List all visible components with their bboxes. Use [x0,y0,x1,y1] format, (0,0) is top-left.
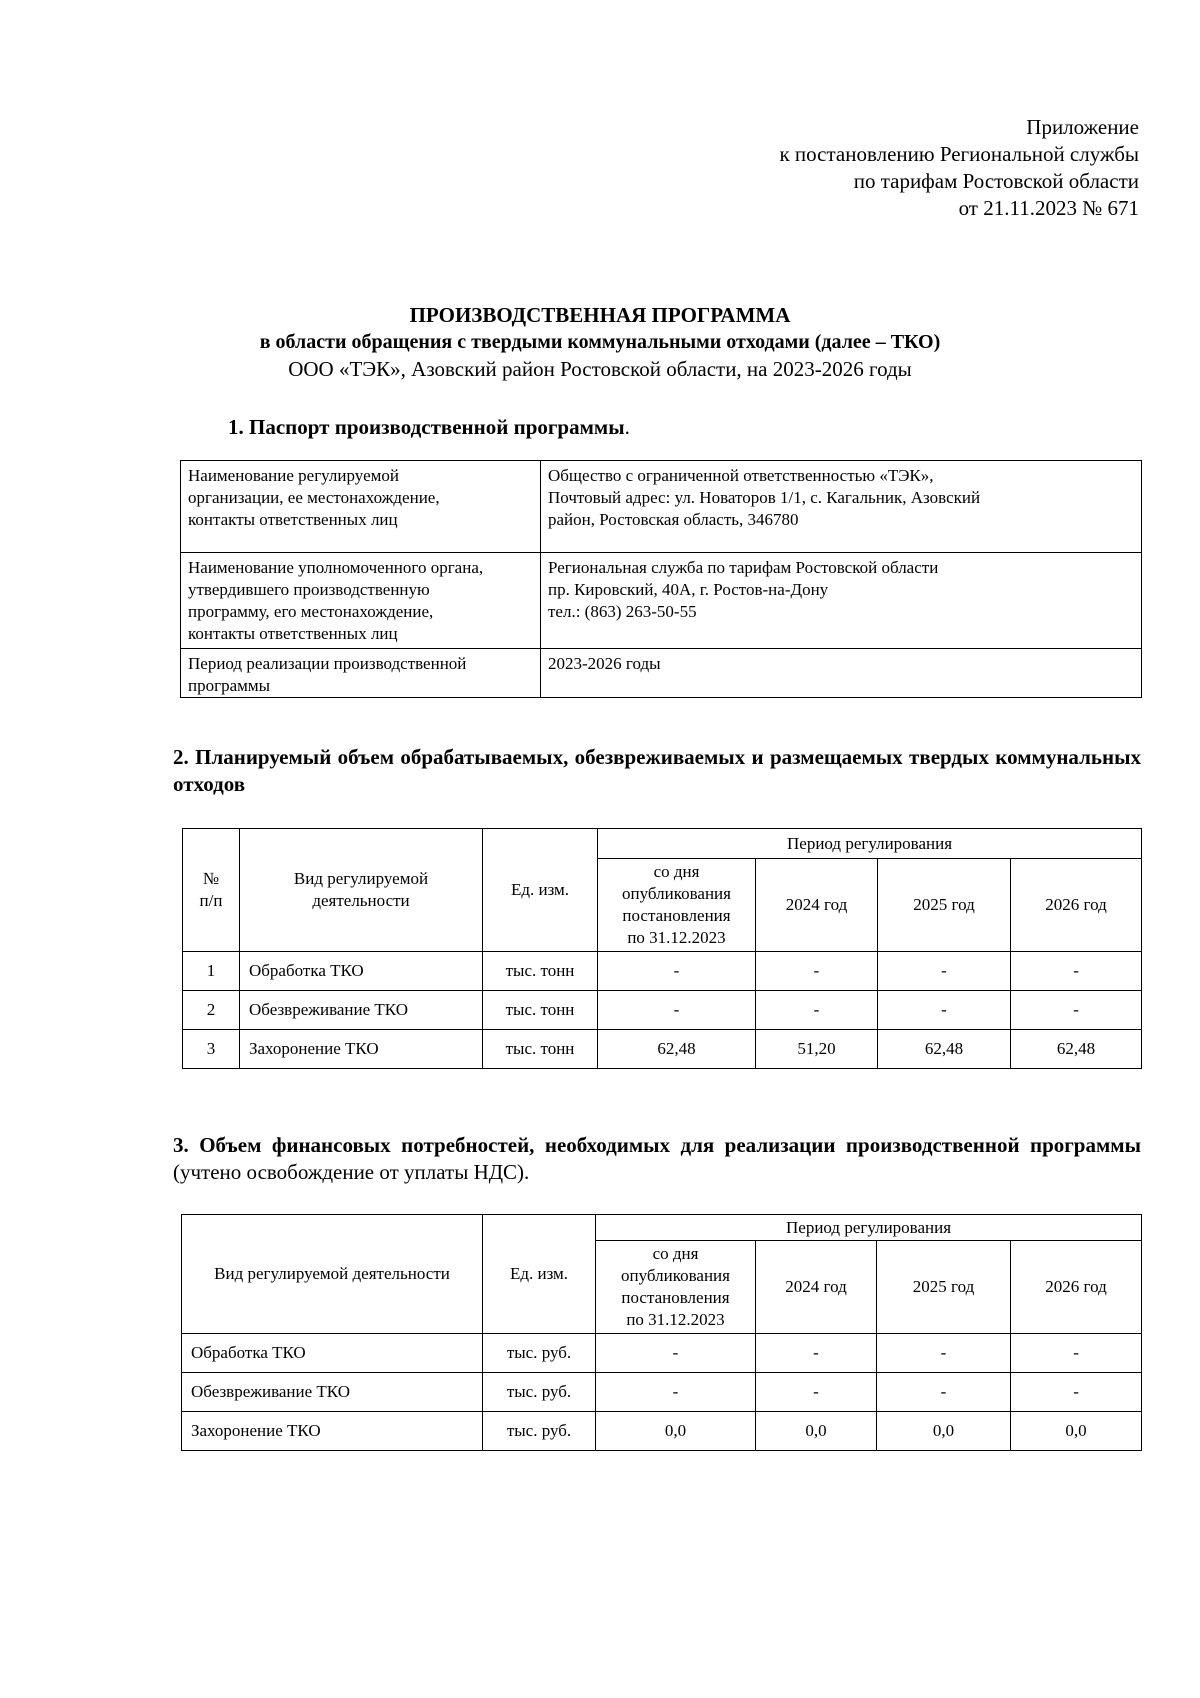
passport-value [541,649,1142,698]
table-row [183,1030,1142,1069]
finance-table [181,1214,1142,1451]
passport-value [541,553,1142,649]
cell-line: Период реализации производственной [188,654,467,673]
passport-label [181,649,541,698]
cell-line: деятельности [312,891,410,910]
cell-activity: Обезвреживание ТКО [240,991,483,1030]
table-row [181,553,1142,649]
table-row [181,649,1142,698]
cell-value: - [756,1334,877,1373]
cell-line: № [202,869,220,888]
header-activity: Вид регулируемой деятельности [182,1215,483,1334]
cell-line: Общество с ограниченной ответственностью «ТЭК», [548,466,934,485]
cell-line: по 31.12.2023 [626,1310,725,1329]
cell-value: 0,0 [596,1412,756,1451]
cell-value: 62,48 [878,1030,1011,1069]
cell-line: тел.: (863) 263-50-55 [548,602,697,621]
cell-activity: Захоронение ТКО [240,1030,483,1069]
section1-heading [228,414,630,441]
cell-line: по 31.12.2023 [627,928,726,947]
cell-value: 62,48 [1011,1030,1142,1069]
cell-unit: тыс. руб. [483,1373,596,1412]
volume-table [182,828,1142,1069]
cell-line: Почтовый адрес: ул. Новаторов 1/1, с. Кагальник, Азовский [548,488,981,507]
cell-value: - [756,1373,877,1412]
cell-line: организации, ее местонахождение, [188,488,440,507]
cell-line: пр. Кировский, 40А, г. Ростов-на-Дону [548,580,829,599]
cell-unit: тыс. тонн [483,991,598,1030]
appendix-line: от 21.11.2023 № 671 [958,196,1139,220]
header-unit: Ед. изм. [483,1215,596,1334]
header-period: Период регулирования [598,829,1142,859]
table-row [181,461,1142,553]
cell-line: район, Ростовская область, 346780 [548,510,799,529]
cell-value: - [598,952,756,991]
cell-line: Наименование уполномоченного органа, [188,558,484,577]
cell-line: Вид регулируемой [293,869,429,888]
cell-value: - [1011,1373,1142,1412]
title-main: ПРОИЗВОДСТВЕННАЯ ПРОГРАММА [409,303,791,327]
cell-value: - [878,991,1011,1030]
header-num [183,829,240,952]
cell-line: постановления [622,906,731,925]
section1-heading-text: 1. Паспорт производственной программы [228,415,625,439]
table-header-row [183,829,1142,859]
cell-value: - [877,1334,1011,1373]
cell-line: контакты ответственных лиц [188,510,398,529]
cell-value: - [596,1334,756,1373]
cell-line: Наименование регулируемой [188,466,399,485]
header-year-2025: 2025 год [877,1241,1011,1334]
table-row [183,952,1142,991]
header-year-2024: 2024 год [756,1241,877,1334]
cell-unit: тыс. тонн [483,952,598,991]
section2-heading [173,744,1141,798]
header-period-first [598,859,756,952]
cell-unit: тыс. руб. [483,1412,596,1451]
appendix-header [779,114,1139,222]
section3-heading [173,1132,1141,1186]
cell-activity: Захоронение ТКО [182,1412,483,1451]
cell-line: контакты ответственных лиц [188,624,398,643]
cell-unit: тыс. руб. [483,1334,596,1373]
section3-heading-bold: 3. Объем финансовых потребностей, необходимых для реализации производственной программы [173,1133,1141,1157]
section2-heading-text: 2. Планируемый объем обрабатываемых, обезвреживаемых и размещаемых твердых коммунальных отходов [173,745,1141,796]
cell-value: - [1011,991,1142,1030]
cell-value: - [756,952,878,991]
section1-heading-tail: . [624,415,630,439]
cell-value: - [598,991,756,1030]
appendix-line: к постановлению Региональной службы [779,142,1139,166]
cell-line: опубликования [621,1266,730,1285]
title-organization: ООО «ТЭК», Азовский район Ростовской области, на 2023-2026 годы [288,357,912,381]
table-row [182,1334,1142,1373]
cell-line: постановления [621,1288,730,1307]
section3-heading-note: (учтено освобождение от уплаты НДС). [173,1160,530,1184]
cell-value: 0,0 [877,1412,1011,1451]
cell-value: - [596,1373,756,1412]
header-unit: Ед. изм. [483,829,598,952]
header-activity [240,829,483,952]
cell-line: со дня [652,1244,699,1263]
cell-line: со дня [653,862,700,881]
cell-line: программу, его местонахождение, [188,602,434,621]
header-year-2026: 2026 год [1011,859,1142,952]
cell-value: - [756,991,878,1030]
cell-value: - [877,1373,1011,1412]
cell-activity: Обезвреживание ТКО [182,1373,483,1412]
cell-line: Региональная служба по тарифам Ростовской области [548,558,939,577]
cell-line: опубликования [622,884,731,903]
appendix-line: по тарифам Ростовской области [853,169,1139,193]
table-row [183,991,1142,1030]
cell-num: 1 [183,952,240,991]
cell-unit: тыс. тонн [483,1030,598,1069]
cell-activity: Обработка ТКО [182,1334,483,1373]
document-title [140,302,1060,383]
header-period: Период регулирования [596,1215,1142,1241]
cell-value: - [1011,952,1142,991]
cell-line: 2023-2026 годы [548,654,661,673]
title-subtitle: в области обращения с твердыми коммунальными отходами (далее – ТКО) [259,331,941,353]
cell-value: 62,48 [598,1030,756,1069]
cell-value: 51,20 [756,1030,878,1069]
passport-label [181,461,541,553]
passport-table [180,460,1142,698]
header-year-2025: 2025 год [878,859,1011,952]
cell-value: 0,0 [1011,1412,1142,1451]
passport-label [181,553,541,649]
cell-activity: Обработка ТКО [240,952,483,991]
table-row [182,1412,1142,1451]
cell-value: - [878,952,1011,991]
header-year-2026: 2026 год [1011,1241,1142,1334]
appendix-line: Приложение [1026,115,1139,139]
table-header-row [182,1215,1142,1241]
cell-line: утвердившего производственную [188,580,430,599]
cell-num: 2 [183,991,240,1030]
table-row [182,1373,1142,1412]
header-period-first [596,1241,756,1334]
cell-num: 3 [183,1030,240,1069]
cell-value: - [1011,1334,1142,1373]
cell-value: 0,0 [756,1412,877,1451]
cell-line: программы [188,676,271,695]
passport-value [541,461,1142,553]
cell-line: п/п [199,891,223,910]
header-year-2024: 2024 год [756,859,878,952]
